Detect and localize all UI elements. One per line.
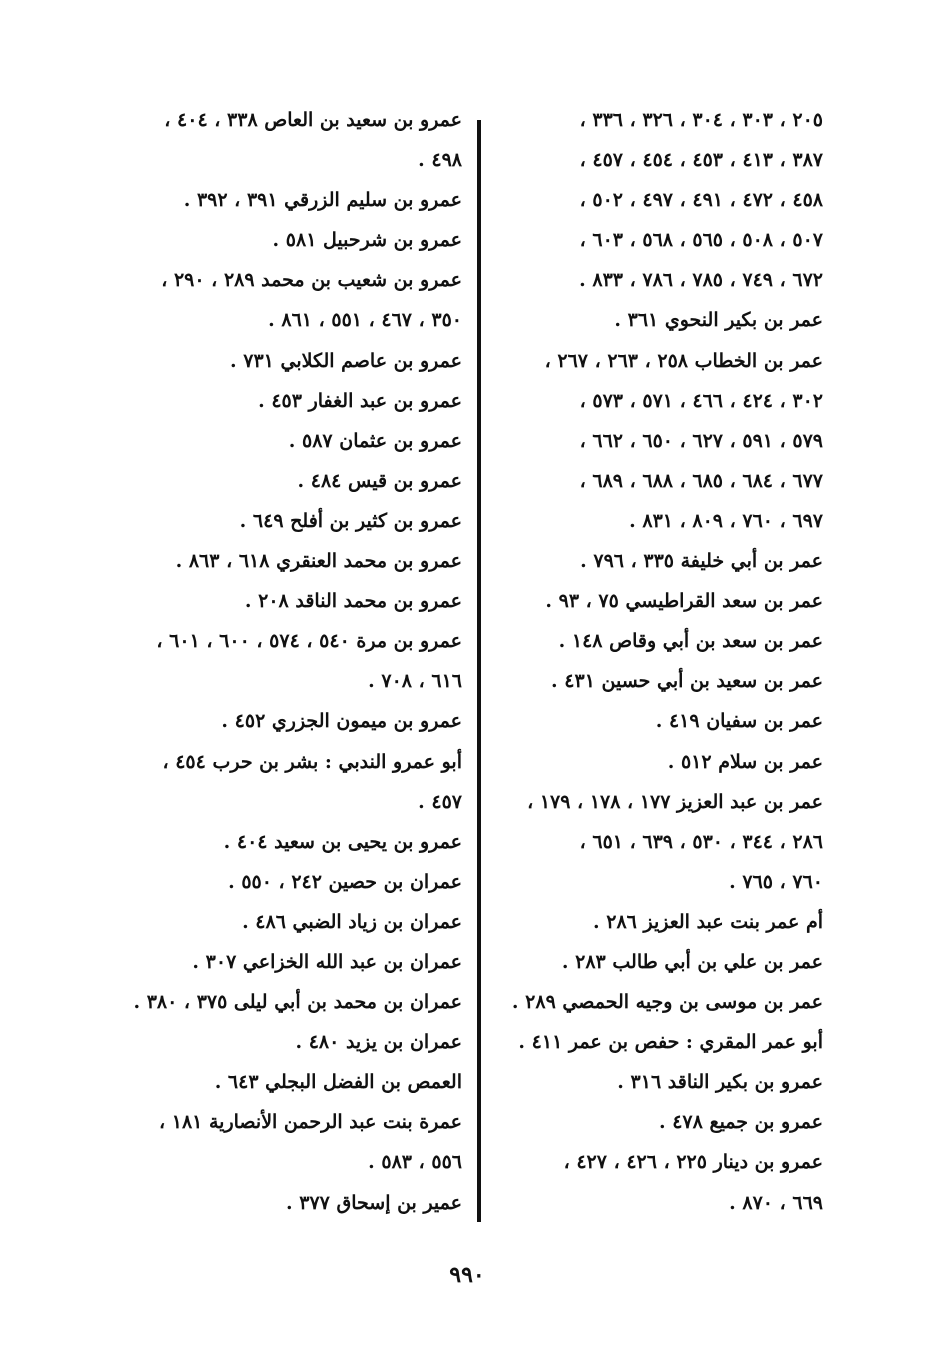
index-entry-line: العمص بن الفضل البجلي ٦٤٣ . [214, 1071, 462, 1094]
index-entry-line: عمر بن عبد العزيز ١٧٧ ، ١٧٨ ، ١٧٩ ، [527, 790, 823, 813]
index-entry-line: عمرو بن ميمون الجزري ٤٥٢ . [221, 710, 462, 733]
index-entry-line: عمرة بنت عبد الرحمن الأنصارية ١٨١ ، [159, 1111, 462, 1134]
index-entry-line: عمرو بن يحيى بن سعيد ٤٠٤ . [223, 830, 462, 853]
index-entry-line: عمر بن أبي خليفة ٣٣٥ ، ٧٩٦ . [580, 550, 823, 573]
index-entry-line: عمرو بن عبد الغفار ٤٥٣ . [258, 389, 462, 412]
index-entry-line: عمر بن علي بن أبي طالب ٢٨٣ . [561, 950, 823, 973]
index-entry-line: عمران بن يزيد ٤٨٠ . [295, 1031, 462, 1054]
index-entry-line: عمر بن سفيان ٤١٩ . [655, 710, 823, 733]
index-entry-line: عمرو بن سليم الزرقي ٣٩١ ، ٣٩٢ . [183, 189, 462, 212]
index-entry-line: عمر بن الخطاب ٢٥٨ ، ٢٦٣ ، ٢٦٧ ، [544, 349, 823, 372]
index-entry-line: عمير بن إسحاق ٣٧٧ . [286, 1191, 462, 1214]
index-entry-line: عمر بن سعيد بن أبي حسين ٤٣١ . [551, 670, 823, 693]
index-entry-line: أم عمر بنت عبد العزيز ٢٨٦ . [593, 910, 823, 933]
index-entry-line: ٢٨٦ ، ٣٤٤ ، ٥٣٠ ، ٦٣٩ ، ٦٥١ ، [579, 830, 823, 853]
index-entry-line: عمر بن سلام ٥١٢ . [667, 750, 823, 773]
column-divider [477, 120, 481, 1222]
index-entry-line: عمر بن بكير النحوي ٣٦١ . [614, 309, 823, 332]
index-entry-line: عمرو بن سعيد بن العاص ٣٣٨ ، ٤٠٤ ، [164, 109, 462, 131]
index-entry-line: ٦٧٢ ، ٧٤٩ ، ٧٨٥ ، ٧٨٦ ، ٨٣٣ . [579, 269, 823, 292]
index-entry-line: عمرو بن بكير الناقد ٣١٦ . [617, 1071, 823, 1094]
index-entry-line: ٣٠٢ ، ٤٢٤ ، ٤٦٦ ، ٥٧١ ، ٥٧٣ ، [579, 389, 823, 412]
index-entry-line: ٥٧٩ ، ٥٩١ ، ٦٢٧ ، ٦٥٠ ، ٦٦٢ ، [579, 429, 823, 452]
index-entry-line: عمرو بن كثير بن أفلح ٦٤٩ . [239, 509, 462, 532]
index-entry-line: عمر بن موسى بن وجيه الحمصي ٢٨٩ . [511, 991, 823, 1014]
index-entry-line: أبو عمر المقري : حفص بن عمر ٤١١ . [518, 1031, 823, 1054]
index-entry-line: عمرو بن دينار ٢٢٥ ، ٤٢٦ ، ٤٢٧ ، [563, 1151, 823, 1174]
index-entry-line: عمرو بن عثمان ٥٨٧ . [288, 429, 462, 452]
index-entry-line: عمران بن حصين ٢٤٢ ، ٥٥٠ . [228, 870, 462, 893]
left-column [112, 100, 462, 1223]
index-entry-line: ٢٠٥ ، ٣٠٣ ، ٣٠٤ ، ٣٢٦ ، ٣٣٦ ، [579, 109, 823, 131]
index-entry-line: عمران بن زياد الضبي ٤٨٦ . [242, 910, 462, 933]
index-entry-line: ٦١٦ ، ٧٠٨ . [368, 670, 462, 693]
index-entry-line: أبو عمرو الندبي : بشر بن حرب ٤٥٤ ، [162, 750, 462, 773]
index-entry-line: ٤٥٨ ، ٤٧٢ ، ٤٩١ ، ٤٩٧ ، ٥٠٢ ، [579, 189, 823, 212]
index-entry-line: عمر بن سعد بن أبي وقاص ١٤٨ . [558, 630, 823, 653]
index-entry-line: ٤٩٨ . [418, 149, 462, 172]
index-entry-line: عمران بن محمد بن أبي ليلى ٣٧٥ ، ٣٨٠ . [133, 991, 462, 1014]
index-entry-line: عمرو بن قيس ٤٨٤ . [297, 469, 462, 492]
index-entry-line: عمرو بن عاصم الكلابي ٧٣١ . [230, 349, 462, 372]
index-entry-line: عمران بن عبد الله الخزاعي ٣٠٧ . [192, 950, 462, 973]
index-entry-line: عمرو بن مرة ٥٤٠ ، ٥٧٤ ، ٦٠٠ ، ٦٠١ ، [156, 630, 462, 653]
index-entry-line: ٧٦٠ ، ٧٦٥ . [729, 870, 823, 893]
index-entry-line: عمرو بن شرحبيل ٥٨١ . [272, 229, 462, 252]
index-entry-line: عمرو بن محمد الناقد ٢٠٨ . [244, 590, 462, 613]
index-entry-line: عمرو بن شعيب بن محمد ٢٨٩ ، ٢٩٠ ، [161, 269, 462, 292]
index-entry-line: ٣٨٧ ، ٤١٣ ، ٤٥٣ ، ٤٥٤ ، ٤٥٧ ، [579, 149, 823, 172]
index-entry-line: ٦٩٧ ، ٧٦٠ ، ٨٠٩ ، ٨٣١ . [629, 509, 823, 532]
page-number: ٩٩٠ [449, 1262, 485, 1288]
index-entry-line: عمرو بن جميع ٤٧٨ . [658, 1111, 823, 1134]
index-entry-line: ٦٦٩ ، ٨٧٠ . [729, 1191, 823, 1214]
index-entry-line: عمر بن سعد القراطيسي ٧٥ ، ٩٣ . [545, 590, 823, 613]
index-entry-line: ٦٧٧ ، ٦٨٤ ، ٦٨٥ ، ٦٨٨ ، ٦٨٩ ، [579, 469, 823, 492]
index-entry-line: ٤٥٧ . [418, 790, 462, 813]
index-entry-line: ٣٥٠ ، ٤٦٧ ، ٥٥١ ، ٨٦١ . [268, 309, 462, 332]
index-entry-line: ٥٥٦ ، ٥٨٣ . [368, 1151, 462, 1174]
index-entry-line: ٥٠٧ ، ٥٠٨ ، ٥٦٥ ، ٥٦٨ ، ٦٠٣ ، [579, 229, 823, 252]
index-entry-line: عمرو بن محمد العنقري ٦١٨ ، ٨٦٣ . [175, 550, 462, 573]
right-column [498, 100, 823, 1223]
